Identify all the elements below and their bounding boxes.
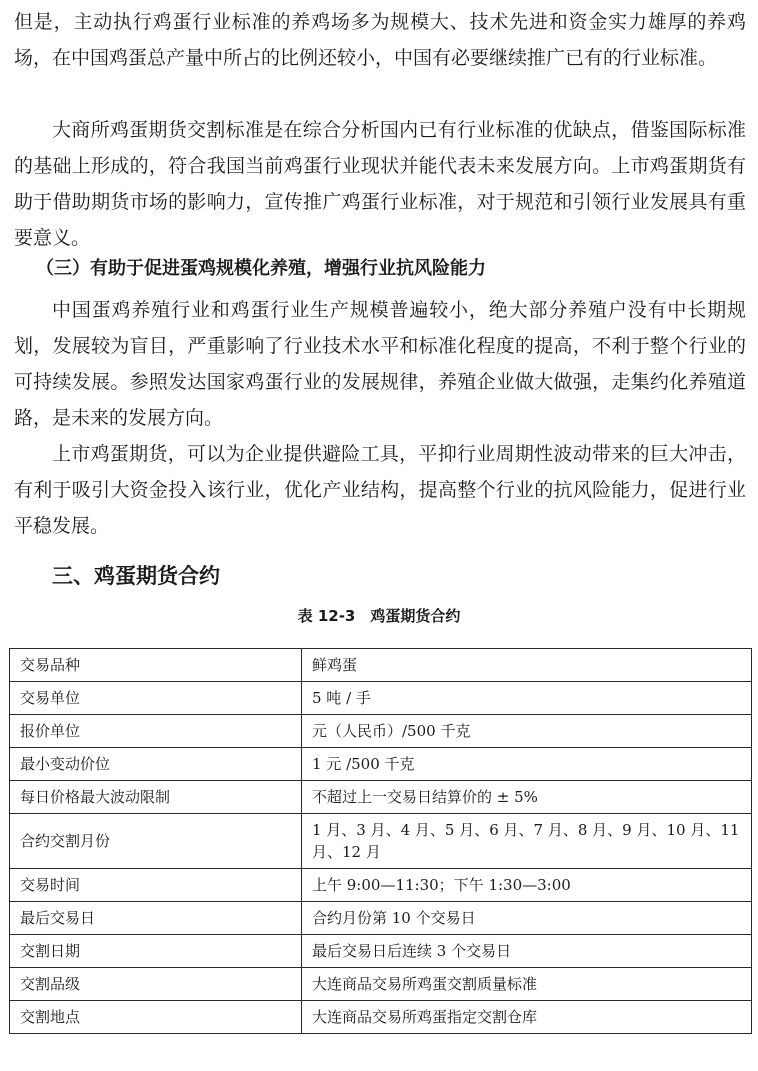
table-row (10, 748, 752, 781)
row-value: 上午 9:00—11:30；下午 1:30—3:00 (302, 869, 752, 902)
row-value: 1 月、3 月、4 月、5 月、6 月、7 月、8 月、9 月、10 月、11 月、12 月 (302, 814, 752, 869)
row-value: 1 元 /500 千克 (302, 748, 752, 781)
table-row (10, 649, 752, 682)
row-value: 最后交易日后连续 3 个交易日 (302, 935, 752, 968)
row-value: 5 吨 / 手 (302, 682, 752, 715)
paragraph-industry-standards: 但是，主动执行鸡蛋行业标准的养鸡场多为规模大、技术先进和资金实力雄厚的养鸡场，在中国鸡蛋总产量中所占的比例还较小，中国有必要继续推广已有的行业标准。 (14, 11, 746, 69)
subheading-scale-farming: （三）有助于促进蛋鸡规模化养殖，增强行业抗风险能力 (36, 258, 486, 279)
paragraph-industry-scale: 中国蛋鸡养殖行业和鸡蛋行业生产规模普遍较小，绝大部分养殖户没有中长期规划，发展较为盲目，严重影响了行业技术水平和标准化程度的提高，不利于整个行业的可持续发展。参照发达国家鸡蛋行业的发展规律，养殖企业做大做强，走集约化养殖道路，是未来的发展方向。 (14, 299, 746, 429)
row-key: 每日价格最大波动限制 (10, 781, 302, 814)
table-row (10, 715, 752, 748)
row-key: 最后交易日 (10, 902, 302, 935)
table-row (10, 935, 752, 968)
row-key: 合约交割月份 (10, 814, 302, 869)
row-value: 合约月份第 10 个交易日 (302, 902, 752, 935)
table-row (10, 869, 752, 902)
paragraph-dce-delivery-standard: 大商所鸡蛋期货交割标准是在综合分析国内已有行业标准的优缺点，借鉴国际标准的基础上形成的，符合我国当前鸡蛋行业现状并能代表未来发展方向。上市鸡蛋期货有助于借助期货市场的影响力，宣传推广鸡蛋行业标准，对于规范和引领行业发展具有重要意义。 (14, 119, 746, 249)
table-row (10, 682, 752, 715)
row-key: 交割品级 (10, 968, 302, 1001)
table-caption: 表 12-3 鸡蛋期货合约 (297, 607, 461, 625)
table-row (10, 814, 752, 869)
row-key: 最小变动价位 (10, 748, 302, 781)
row-value: 大连商品交易所鸡蛋交割质量标准 (302, 968, 752, 1001)
row-key: 交易单位 (10, 682, 302, 715)
row-value: 元（人民币）/500 千克 (302, 715, 752, 748)
row-value: 大连商品交易所鸡蛋指定交割仓库 (302, 1001, 752, 1034)
table-row (10, 968, 752, 1001)
table-row (10, 902, 752, 935)
row-value: 鲜鸡蛋 (302, 649, 752, 682)
contract-specs-table (9, 648, 752, 1034)
row-key: 交割日期 (10, 935, 302, 968)
row-key: 交易时间 (10, 869, 302, 902)
table-row (10, 781, 752, 814)
row-key: 交易品种 (10, 649, 302, 682)
section-heading-egg-futures-contract: 三、鸡蛋期货合约 (52, 564, 220, 588)
table-row (10, 1001, 752, 1034)
row-key: 报价单位 (10, 715, 302, 748)
row-value: 不超过上一交易日结算价的 ± 5% (302, 781, 752, 814)
paragraph-risk-management: 上市鸡蛋期货，可以为企业提供避险工具，平抑行业周期性波动带来的巨大冲击，有利于吸引大资金投入该行业，优化产业结构，提高整个行业的抗风险能力，促进行业平稳发展。 (14, 443, 746, 537)
row-key: 交割地点 (10, 1001, 302, 1034)
